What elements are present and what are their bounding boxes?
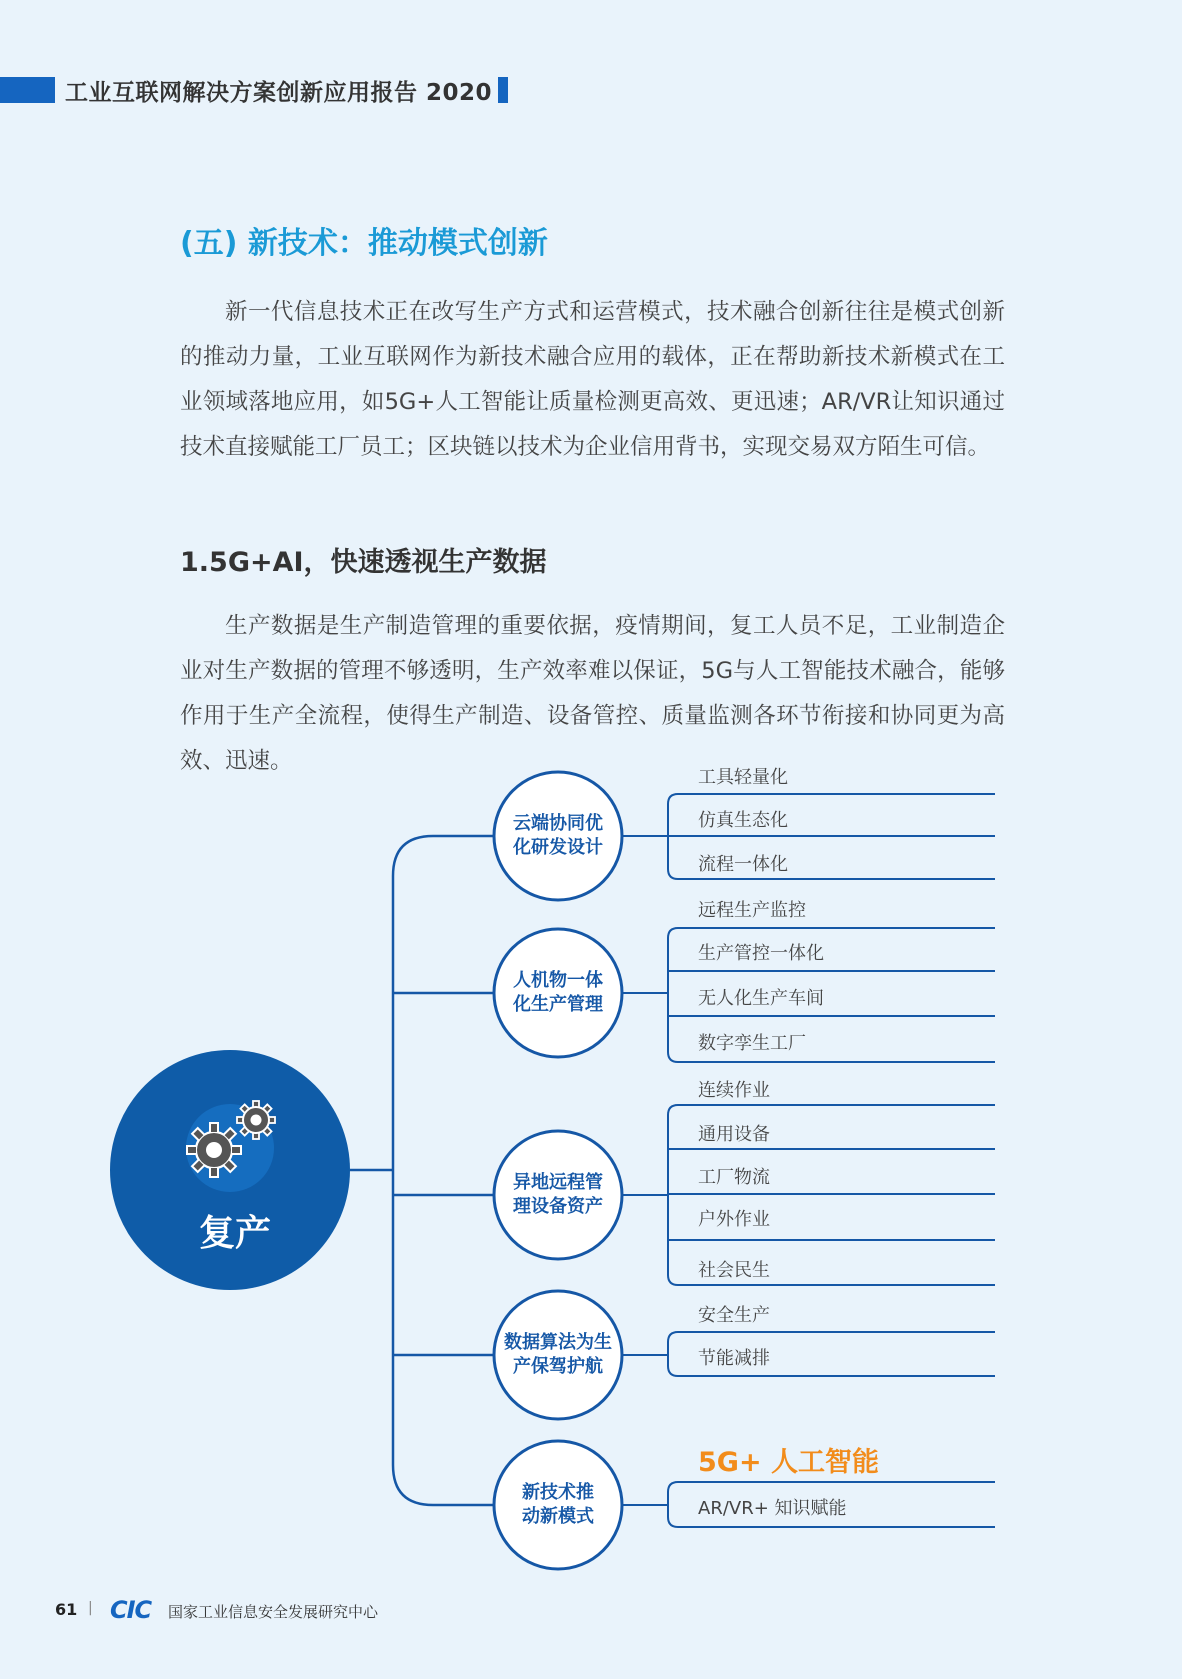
subsection-paragraph-text: 生产数据是生产制造管理的重要依据，疫情期间，复工人员不足，工业制造企业对生产数据的管理不够透明，生产效率难以保证，5G与人工智能技术融合，能够作用于生产全流程，使得生产制造、设备管控、质量监测各环节衔接和协同更为高效、迅速。 — [180, 613, 1005, 774]
leaf-item: 生产管控一体化 — [698, 943, 824, 964]
leaf-item: 数字孪生工厂 — [698, 1033, 806, 1054]
leaf-item: 通用设备 — [698, 1124, 770, 1145]
center-label: 复产 — [198, 1213, 271, 1254]
section-title: (五) 新技术：推动模式创新 — [180, 226, 548, 261]
page-number: 61 — [55, 1600, 78, 1619]
branch-label-4-line2: 产保驾护航 — [513, 1356, 603, 1377]
branch-label-1-line2: 化研发设计 — [513, 837, 603, 858]
leaf-highlight: 5G+ 人工智能 — [698, 1447, 879, 1478]
branch-label-5-line1: 新技术推 — [522, 1482, 594, 1503]
branch-label-5-line2: 动新模式 — [522, 1506, 594, 1527]
leaf-item: 仿真生态化 — [698, 810, 788, 831]
leaf-item: 安全生产 — [698, 1305, 770, 1326]
leaf-item: 工厂物流 — [698, 1167, 770, 1188]
leaf-item: 连续作业 — [698, 1080, 770, 1101]
leaf-item: 远程生产监控 — [698, 900, 806, 921]
branch-label-1-line1: 云端协同优 — [513, 813, 603, 834]
footer-org-name: 国家工业信息安全发展研究中心 — [168, 1603, 379, 1621]
branch-label-2-line1: 人机物一体 — [513, 970, 603, 991]
branch-label-5 — [498, 1481, 618, 1529]
branch-label-3-line1: 异地远程管 — [513, 1172, 603, 1193]
trunk-lower — [393, 1170, 495, 1505]
leaf-item: 社会民生 — [698, 1260, 770, 1281]
leaf-item: AR/VR+ 知识赋能 — [698, 1498, 847, 1519]
branch-label-3-line2: 理设备资产 — [513, 1196, 603, 1217]
branch-label-4 — [496, 1331, 620, 1379]
subsection-title: 1.5G+AI，快速透视生产数据 — [180, 547, 547, 578]
section-paragraph-text: 新一代信息技术正在改写生产方式和运营模式，技术融合创新往往是模式创新的推动力量，工业互联网作为新技术融合应用的载体，正在帮助新技术新模式在工业领域落地应用，如5G+人工智能让质量检测更高效、更迅速；AR/VR让知识通过技术直接赋能工厂员工；区块链以技术为企业信用背书，实现交易双方陌生可信。 — [180, 299, 1005, 460]
branch-label-2 — [498, 969, 618, 1017]
leaf-item: 户外作业 — [698, 1209, 770, 1230]
trunk-upper — [393, 836, 495, 1170]
header-title: 工业互联网解决方案创新应用报告 2020 — [65, 80, 493, 106]
branch-label-1 — [498, 812, 618, 860]
leaf-item: 工具轻量化 — [698, 767, 788, 788]
branch-label-3 — [498, 1171, 618, 1219]
leaf-item: 节能减排 — [698, 1348, 770, 1369]
branch-label-4-line1: 数据算法为生 — [504, 1332, 612, 1353]
cic-logo: CIC — [110, 1596, 152, 1624]
leaf-item: 无人化生产车间 — [698, 988, 824, 1009]
leaf-item: 流程一体化 — [698, 854, 788, 875]
branch-label-2-line2: 化生产管理 — [513, 994, 603, 1015]
footer-separator: | — [88, 1600, 93, 1616]
leaf-brackets — [622, 794, 995, 1527]
